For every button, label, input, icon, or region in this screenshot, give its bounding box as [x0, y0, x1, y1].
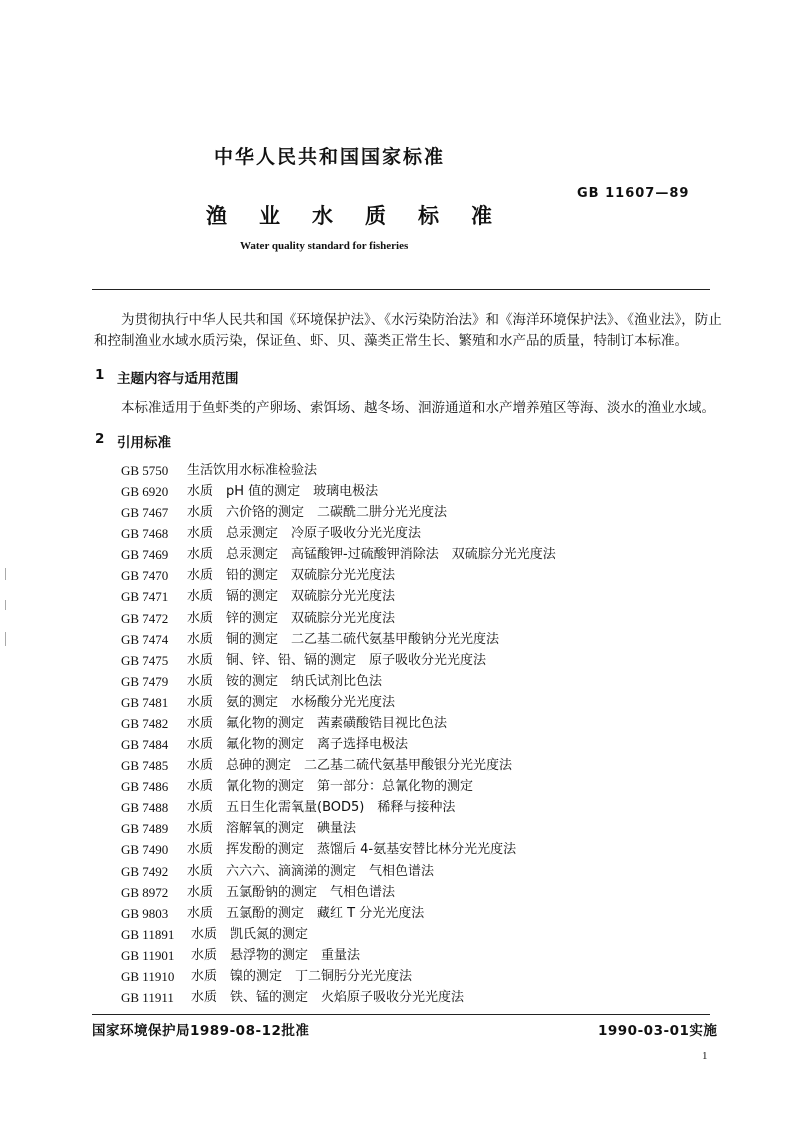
reference-code: GB 5750: [121, 463, 169, 478]
standard-code: GB 11607—89: [577, 186, 690, 201]
reference-title: 水质 六价铬的测定 二碳酰二肼分光光度法: [187, 505, 448, 520]
reference-code: GB 7490: [121, 842, 169, 857]
reference-title: 水质 氟化物的测定 离子选择电极法: [187, 737, 409, 752]
approval-date: 国家环境保护局1989-08-12批准: [92, 1023, 310, 1039]
reference-title: 水质 氨的测定 水杨酸分光光度法: [187, 695, 396, 710]
reference-title: 水质 总汞测定 冷原子吸收分光光度法: [187, 526, 422, 541]
binding-mark: [5, 600, 6, 610]
reference-title: 水质 凯氏氮的测定: [191, 927, 309, 942]
intro-line-2: 和控制渔业水域水质污染，保证鱼、虾、贝、藻类正常生长、繁殖和水产品的质量，特制订本标准。: [94, 333, 688, 349]
reference-title: 水质 镍的测定 丁二铜肟分光光度法: [191, 969, 413, 984]
reference-title: 水质 挥发酚的测定 蒸馏后 4-氨基安替比林分光光度法: [187, 842, 517, 857]
reference-code: GB 7481: [121, 695, 169, 710]
reference-title: 水质 五氯酚钠的测定 气相色谱法: [187, 885, 396, 900]
reference-code: GB 9803: [121, 906, 169, 921]
footer-divider: [92, 1014, 710, 1015]
country-title: 中华人民共和国国家标准: [214, 146, 446, 168]
binding-mark: [5, 632, 6, 646]
section-2-number: 2: [95, 431, 105, 447]
reference-code: GB 7475: [121, 653, 169, 668]
reference-code: GB 7486: [121, 779, 169, 794]
reference-title: 水质 锌的测定 双硫腙分光光度法: [187, 611, 396, 626]
reference-title: 水质 总砷的测定 二乙基二硫代氨基甲酸银分光光度法: [187, 758, 513, 773]
reference-title: 水质 铁、锰的测定 火焰原子吸收分光光度法: [191, 990, 465, 1005]
reference-title: 水质 铜的测定 二乙基二硫代氨基甲酸钠分光光度法: [187, 632, 500, 647]
reference-code: GB 7485: [121, 758, 169, 773]
reference-title: 水质 镉的测定 双硫腙分光光度法: [187, 589, 396, 604]
standard-title: 渔业水质标准: [206, 204, 524, 228]
reference-code: GB 7479: [121, 674, 169, 689]
reference-code: GB 8972: [121, 885, 169, 900]
reference-title: 水质 悬浮物的测定 重量法: [191, 948, 361, 963]
section-1-title: 主题内容与适用范围: [117, 371, 239, 387]
reference-code: GB 7470: [121, 568, 169, 583]
section-2-title: 引用标准: [117, 435, 171, 451]
reference-title: 水质 氟化物的测定 茜素磺酸锆目视比色法: [187, 716, 448, 731]
reference-code: GB 7474: [121, 632, 169, 647]
reference-title: 水质 五日生化需氧量(BOD5) 稀释与接种法: [187, 800, 456, 815]
reference-title: 水质 总汞测定 高锰酸钾-过硫酸钾消除法 双硫腙分光光度法: [187, 547, 556, 562]
reference-code: GB 7489: [121, 821, 169, 836]
intro-line-1: 为贯彻执行中华人民共和国《环境保护法》、《水污染防治法》和《海洋环境保护法》、《渔业法》，防止: [121, 312, 722, 328]
reference-title: 水质 六六六、滴滴涕的测定 气相色谱法: [187, 864, 435, 879]
reference-code: GB 7467: [121, 505, 169, 520]
reference-title: 水质 铅的测定 双硫腙分光光度法: [187, 568, 396, 583]
reference-code: GB 6920: [121, 484, 169, 499]
section-1-number: 1: [95, 367, 105, 383]
effective-date: 1990-03-01实施: [598, 1023, 718, 1039]
reference-title: 生活饮用水标准检验法: [187, 463, 318, 478]
header-divider: [92, 289, 710, 290]
reference-code: GB 7488: [121, 800, 169, 815]
reference-code: GB 7468: [121, 526, 169, 541]
reference-code: GB 7482: [121, 716, 169, 731]
page-number: 1: [702, 1050, 708, 1062]
standard-title-english: Water quality standard for fisheries: [240, 240, 409, 252]
reference-code: GB 7472: [121, 611, 169, 626]
reference-code: GB 7484: [121, 737, 169, 752]
section-1-body: 本标准适用于鱼虾类的产卵场、索饵场、越冬场、洄游通道和水产增养殖区等海、淡水的渔业水域。: [121, 400, 715, 416]
reference-title: 水质 五氯酚的测定 藏红 T 分光光度法: [187, 906, 425, 921]
reference-code: GB 7469: [121, 547, 169, 562]
reference-title: 水质 氰化物的测定 第一部分：总氰化物的测定: [187, 779, 474, 794]
reference-title: 水质 铵的测定 纳氏试剂比色法: [187, 674, 383, 689]
reference-title: 水质 溶解氧的测定 碘量法: [187, 821, 357, 836]
reference-code: GB 7471: [121, 589, 169, 604]
reference-title: 水质 pH 值的测定 玻璃电极法: [187, 484, 379, 499]
binding-mark: [5, 568, 6, 580]
reference-title: 水质 铜、锌、铅、镉的测定 原子吸收分光光度法: [187, 653, 487, 668]
reference-code: GB 11910: [121, 969, 175, 984]
reference-code: GB 11891: [121, 927, 175, 942]
reference-code: GB 11911: [121, 990, 174, 1005]
reference-code: GB 11901: [121, 948, 175, 963]
reference-code: GB 7492: [121, 864, 169, 879]
